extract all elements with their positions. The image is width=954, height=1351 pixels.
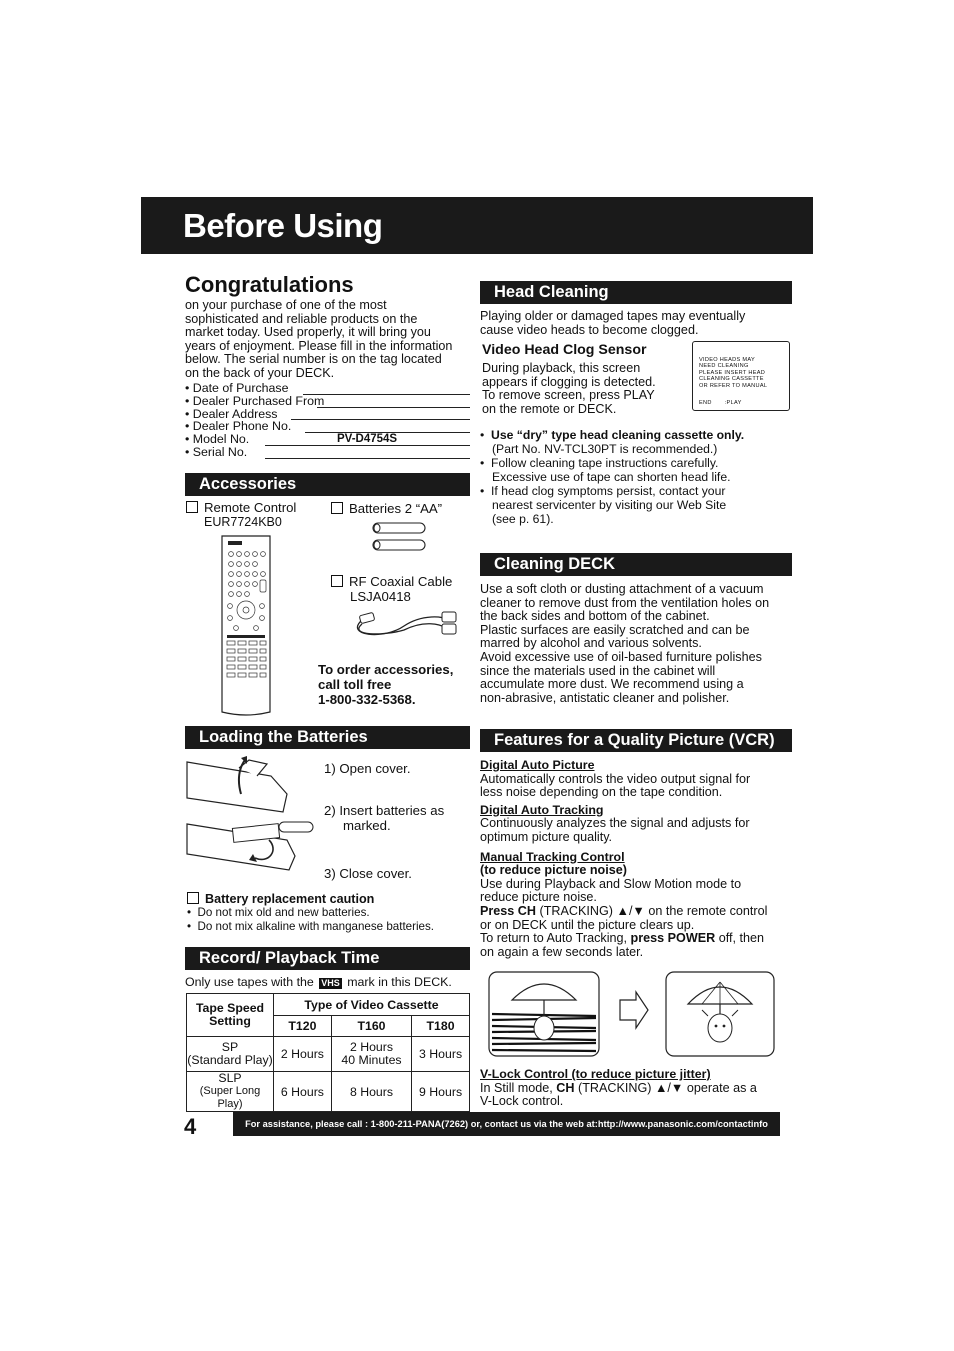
table-row: SLP (Super Long Play) 6 Hours 8 Hours 9 Hours [187,1072,470,1112]
checkbox-icon [186,501,198,513]
text-line: market today. Used properly, it will bring you [185,325,431,340]
text-line: sophisticated and reliable products on the [185,311,418,326]
record-heading: Record/ Playback Time [185,947,470,970]
aa-batteries-icon [370,521,428,553]
list-item: • Follow cleaning tape instructions carefully. [480,456,719,471]
step-insert-batteries: 2) Insert batteries as [324,803,445,818]
head-cleaning-heading: Head Cleaning [480,281,792,304]
list-item: • Use “dry” type head cleaning cassette only. [480,428,745,442]
text-line: below. The serial number is on the tag located [185,352,442,367]
clog-sensor-heading: Video Head Clog Sensor [482,342,647,358]
page-title: Before Using [183,207,383,244]
field-row: • Date of Purchase [185,382,470,395]
table-row: SP (Standard Play) 2 Hours 2 Hours 40 Minutes 3 Hours [187,1037,470,1072]
order-info: To order accessories, call toll free 1-800-332-5368. [318,662,454,707]
field-row: • Serial No. [185,446,470,459]
battery-caution-list [187,906,434,934]
table-header-speed: Tape Speed Setting [187,994,274,1037]
step-close-cover: 3) Close cover. [324,866,412,881]
congrats-text [185,299,475,381]
step-open-cover: 1) Open cover. [324,761,411,776]
step-insert-batteries-cont: marked. [343,818,391,833]
accessories-heading: Accessories [185,473,470,496]
checkbox-icon [331,502,343,514]
batteries-label: Batteries 2 “AA” [331,501,442,516]
table-header-t160: T160 [331,1016,411,1037]
vhs-logo-icon: VHS [321,978,340,988]
field-row: • Dealer Phone No. [185,420,470,433]
list-item: • Do not mix alkaline with manganese batteries. [187,920,435,933]
cable-part: LSJA0418 [350,589,411,604]
features-heading: Features for a Quality Picture (VCR) [480,729,792,752]
record-time-table [186,993,470,1112]
list-item: • Do not mix old and new batteries. [187,906,370,919]
battery-caution-heading: Battery replacement caution [187,892,374,906]
field-row: • Dealer Address [185,408,470,421]
cable-label: RF Coaxial Cable [331,574,452,589]
remote-control-icon [218,532,274,718]
head-cleaning-intro: Playing older or damaged tapes may eventually cause video heads to become clogged. [480,309,746,337]
checkbox-icon [187,892,199,904]
loading-heading: Loading the Batteries [185,726,470,749]
clog-sensor-text: During playback, this screen appears if clogging is detected. To remove screen, press PLAY on the remote or DECK. [482,361,656,416]
serial-no-line[interactable] [265,458,470,459]
list-item: • If head clog symptoms persist, contact your [480,484,726,499]
field-row: • Dealer Purchased From [185,395,470,408]
purchase-fields [185,382,470,459]
checkbox-icon [331,575,343,587]
model-number: PV-D4754S [337,433,398,446]
table-header-type: Type of Video Cassette [274,994,470,1016]
battery-loading-illustration [183,754,323,894]
cleaning-deck-heading: Cleaning DECK [480,553,792,576]
field-row: • Model No. PV-D4754S [185,433,470,446]
remote-label: Remote Control [186,500,296,515]
text-line: on the back of your DECK. [185,365,335,380]
cleaning-deck-text: Use a soft cloth or dusting attachment of a vacuum cleaner to remove dust from the ventilation holes on the back sides and bottom of the cabinet. Plastic surfaces are easily scratched and can be marred by alcohol and various solvents. Avoid excessive use of oil-based furniture polishes since the materials used in the cabinet will accumulate more dust. We recommend using a non-abrasive, antistatic cleaner and polisher. [480,582,770,705]
table-header-t180: T180 [412,1016,470,1037]
vlock-text: V-Lock Control (to reduce picture jitter) In Still mode, CH (TRACKING) ▲/▼ operate as a V-Lock control. [480,1067,757,1109]
table-header-t120: T120 [274,1016,332,1037]
text-line: on your purchase of one of the most [185,298,387,312]
text-line: years of enjoyment. Please fill in the information [185,338,453,353]
head-cleaning-bullets: • Use “dry” type head cleaning cassette only. (Part No. NV-TCL30PT is recommended.) • Follow cleaning tape instructions carefully. Excessive use of tape can shorten head life. • If head clog symptoms persist, contact your nearest servicenter by visiting our Web Site (see p. 61). [480,429,795,526]
page-number: 4 [184,1114,197,1139]
remote-part: EUR7724KB0 [204,515,282,529]
vhs-note: Only use tapes with the VHS mark in this DECK. [185,975,452,989]
congrats-heading: Congratulations [185,272,354,297]
tracking-illustration [488,970,778,1060]
assistance-footer: For assistance, please call : 1-800-211-PANA(7262) or, contact us via the web at:http://www.panasonic.com/contactinfo [233,1112,780,1136]
features-text: Digital Auto Picture Automatically controls the video output signal for less noise depending on the tape condition. Digital Auto Tracking Continuously analyzes the signal and adjusts for optimum picture quality. Manual Tracking Control (to reduce picture noise) Use during Playback and Slow Motion mode to reduce picture noise. Press CH (TRACKING) ▲/▼ on the remote control or on DECK until the picture clears up. To return to Auto Tracking, press POWER off, then on again a few seconds later. [480,758,768,959]
clog-warning-screen: VIDEO HEADS MAY NEED CLEANING PLEASE INSERT HEAD CLEANING CASSETTE OR REFER TO MANUAL END :PLAY [692,341,790,411]
coaxial-cable-icon [344,606,464,642]
title-bar [141,197,813,254]
